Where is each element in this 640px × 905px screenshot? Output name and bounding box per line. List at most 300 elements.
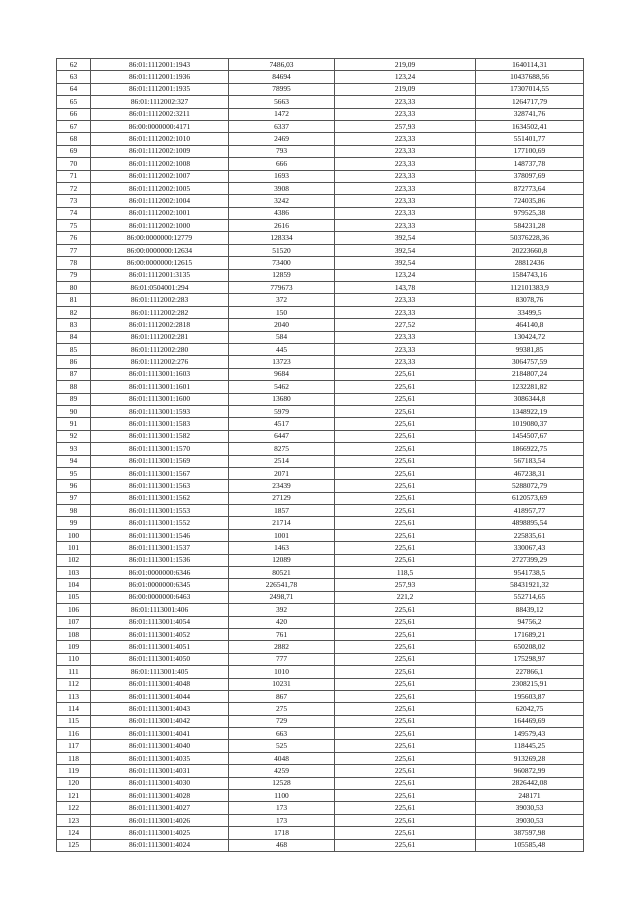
area-cell: 372 [229,294,335,306]
row-number-cell: 112 [57,678,91,690]
row-number-cell: 67 [57,120,91,132]
rate-cell: 223,33 [335,145,476,157]
area-cell: 275 [229,703,335,715]
value-cell: 387597,98 [476,827,584,839]
rate-cell: 223,33 [335,306,476,318]
value-cell: 551401,77 [476,133,584,145]
rate-cell: 219,09 [335,59,476,71]
area-cell: 6447 [229,430,335,442]
cadastral-number-cell: 86:00:0000000:4171 [91,120,229,132]
rate-cell: 223,33 [335,294,476,306]
row-number-cell: 84 [57,331,91,343]
area-cell: 1100 [229,790,335,802]
value-cell: 2184807,24 [476,368,584,380]
cadastral-number-cell: 86:01:1113001:1593 [91,405,229,417]
cadastral-number-cell: 86:01:1112001:1936 [91,71,229,83]
rate-cell: 225,61 [335,839,476,851]
table-row [57,306,584,318]
row-number-cell: 102 [57,554,91,566]
rate-cell: 225,61 [335,443,476,455]
table-row [57,591,584,603]
table-row [57,343,584,355]
row-number-cell: 115 [57,715,91,727]
row-number-cell: 79 [57,269,91,281]
value-cell: 6120573,69 [476,492,584,504]
rate-cell: 223,33 [335,170,476,182]
row-number-cell: 77 [57,244,91,256]
table-row [57,467,584,479]
cadastral-number-cell: 86:01:1113001:1583 [91,418,229,430]
table-row [57,728,584,740]
area-cell: 2469 [229,133,335,145]
value-cell: 584231,28 [476,220,584,232]
area-cell: 468 [229,839,335,851]
rate-cell: 223,33 [335,108,476,120]
row-number-cell: 101 [57,542,91,554]
value-cell: 225835,61 [476,529,584,541]
cadastral-number-cell: 86:01:1113001:4035 [91,752,229,764]
area-cell: 4048 [229,752,335,764]
area-cell: 84694 [229,71,335,83]
value-cell: 105585,48 [476,839,584,851]
value-cell: 39030,53 [476,802,584,814]
row-number-cell: 66 [57,108,91,120]
row-number-cell: 68 [57,133,91,145]
row-number-cell: 118 [57,752,91,764]
value-cell: 1348922,19 [476,405,584,417]
row-number-cell: 116 [57,728,91,740]
table-row [57,368,584,380]
value-cell: 2826442,08 [476,777,584,789]
rate-cell: 223,33 [335,182,476,194]
area-cell: 150 [229,306,335,318]
value-cell: 175298,97 [476,653,584,665]
rate-cell: 225,61 [335,381,476,393]
area-cell: 4259 [229,765,335,777]
table-row [57,715,584,727]
area-cell: 21714 [229,517,335,529]
rate-cell: 223,33 [335,220,476,232]
area-cell: 4386 [229,207,335,219]
area-cell: 173 [229,814,335,826]
value-cell: 328741,76 [476,108,584,120]
row-number-cell: 114 [57,703,91,715]
area-cell: 584 [229,331,335,343]
row-number-cell: 86 [57,356,91,368]
cadastral-number-cell: 86:01:1113001:4031 [91,765,229,777]
table-row [57,282,584,294]
area-cell: 3908 [229,182,335,194]
row-number-cell: 98 [57,505,91,517]
table-row [57,96,584,108]
row-number-cell: 105 [57,591,91,603]
table-row [57,839,584,851]
value-cell: 1584743,16 [476,269,584,281]
table-row [57,443,584,455]
value-cell: 149579,43 [476,728,584,740]
row-number-cell: 107 [57,616,91,628]
cadastral-number-cell: 86:01:1113001:1536 [91,554,229,566]
table-row [57,505,584,517]
cadastral-number-cell: 86:01:1112002:276 [91,356,229,368]
cadastral-number-cell: 86:01:1113001:406 [91,604,229,616]
value-cell: 33499,5 [476,306,584,318]
value-cell: 913269,28 [476,752,584,764]
row-number-cell: 87 [57,368,91,380]
cadastral-number-cell: 86:01:1113001:1582 [91,430,229,442]
rate-cell: 225,61 [335,628,476,640]
row-number-cell: 71 [57,170,91,182]
row-number-cell: 117 [57,740,91,752]
area-cell: 1693 [229,170,335,182]
cadastral-number-cell: 86:01:1112002:1001 [91,207,229,219]
row-number-cell: 109 [57,641,91,653]
row-number-cell: 62 [57,59,91,71]
area-cell: 10231 [229,678,335,690]
area-cell: 7486,03 [229,59,335,71]
rate-cell: 225,61 [335,752,476,764]
rate-cell: 225,61 [335,765,476,777]
row-number-cell: 125 [57,839,91,851]
rate-cell: 225,61 [335,653,476,665]
area-cell: 1001 [229,529,335,541]
table-row [57,616,584,628]
area-cell: 777 [229,653,335,665]
cadastral-number-cell: 86:01:1113001:1570 [91,443,229,455]
table-row [57,480,584,492]
cadastral-number-cell: 86:01:1113001:4050 [91,653,229,665]
rate-cell: 225,61 [335,542,476,554]
row-number-cell: 81 [57,294,91,306]
cadastral-number-cell: 86:01:0000000:6345 [91,579,229,591]
cadastral-number-cell: 86:01:1113001:1562 [91,492,229,504]
value-cell: 5288072,79 [476,480,584,492]
cadastral-number-cell: 86:01:1112002:281 [91,331,229,343]
table-row [57,405,584,417]
area-cell: 13723 [229,356,335,368]
rate-cell: 225,61 [335,814,476,826]
value-cell: 62042,75 [476,703,584,715]
cadastral-number-cell: 86:01:1112001:3135 [91,269,229,281]
cadastral-number-cell: 86:01:1113001:4043 [91,703,229,715]
rate-cell: 223,33 [335,343,476,355]
area-cell: 5663 [229,96,335,108]
rate-cell: 225,61 [335,455,476,467]
cadastral-number-cell: 86:01:1113001:1569 [91,455,229,467]
row-number-cell: 65 [57,96,91,108]
cadastral-number-cell: 86:01:1112002:1000 [91,220,229,232]
table-row [57,827,584,839]
table-row [57,158,584,170]
area-cell: 663 [229,728,335,740]
rate-cell: 223,33 [335,133,476,145]
row-number-cell: 124 [57,827,91,839]
table-row [57,579,584,591]
row-number-cell: 110 [57,653,91,665]
value-cell: 1019080,37 [476,418,584,430]
cadastral-number-cell: 86:01:1113001:1546 [91,529,229,541]
value-cell: 171689,21 [476,628,584,640]
area-cell: 5979 [229,405,335,417]
value-cell: 4898895,54 [476,517,584,529]
rate-cell: 225,61 [335,666,476,678]
table-row [57,294,584,306]
cadastral-number-cell: 86:01:1112002:1004 [91,195,229,207]
value-cell: 467238,31 [476,467,584,479]
table-row [57,83,584,95]
area-cell: 2071 [229,467,335,479]
value-cell: 3086344,8 [476,393,584,405]
land-plot-table [56,58,584,852]
area-cell: 793 [229,145,335,157]
rate-cell: 392,54 [335,244,476,256]
table-row [57,777,584,789]
value-cell: 227866,1 [476,666,584,678]
value-cell: 872773,64 [476,182,584,194]
row-number-cell: 70 [57,158,91,170]
table-row [57,567,584,579]
value-cell: 1634502,41 [476,120,584,132]
area-cell: 9684 [229,368,335,380]
table-row [57,517,584,529]
rate-cell: 123,24 [335,71,476,83]
area-cell: 173 [229,802,335,814]
cadastral-number-cell: 86:01:1113001:1563 [91,480,229,492]
value-cell: 330067,43 [476,542,584,554]
value-cell: 9541738,5 [476,567,584,579]
value-cell: 94756,2 [476,616,584,628]
value-cell: 1454507,67 [476,430,584,442]
value-cell: 1640114,31 [476,59,584,71]
cadastral-number-cell: 86:01:1113001:4024 [91,839,229,851]
row-number-cell: 74 [57,207,91,219]
value-cell: 650208,02 [476,641,584,653]
table-row [57,120,584,132]
table-row [57,393,584,405]
cadastral-number-cell: 86:01:1112002:1007 [91,170,229,182]
cadastral-number-cell: 86:01:1112002:3211 [91,108,229,120]
row-number-cell: 119 [57,765,91,777]
value-cell: 567183,54 [476,455,584,467]
table-row [57,604,584,616]
area-cell: 27129 [229,492,335,504]
rate-cell: 225,61 [335,480,476,492]
area-cell: 1463 [229,542,335,554]
value-cell: 112101383,9 [476,282,584,294]
table-row [57,319,584,331]
area-cell: 1010 [229,666,335,678]
value-cell: 1866922,75 [476,443,584,455]
row-number-cell: 111 [57,666,91,678]
row-number-cell: 92 [57,430,91,442]
value-cell: 195603,87 [476,690,584,702]
rate-cell: 221,2 [335,591,476,603]
row-number-cell: 97 [57,492,91,504]
rate-cell: 225,61 [335,405,476,417]
cadastral-number-cell: 86:01:1112002:280 [91,343,229,355]
table-row [57,244,584,256]
table-row [57,554,584,566]
table-row [57,666,584,678]
value-cell: 418957,77 [476,505,584,517]
rate-cell: 225,61 [335,492,476,504]
rate-cell: 225,61 [335,430,476,442]
document-page [56,58,583,852]
area-cell: 13680 [229,393,335,405]
rate-cell: 227,52 [335,319,476,331]
table-row [57,257,584,269]
table-row [57,703,584,715]
rate-cell: 223,33 [335,195,476,207]
cadastral-number-cell: 86:01:1113001:4044 [91,690,229,702]
table-row [57,690,584,702]
cadastral-number-cell: 86:01:1113001:4048 [91,678,229,690]
cadastral-number-cell: 86:01:1112002:1010 [91,133,229,145]
table-row [57,430,584,442]
row-number-cell: 95 [57,467,91,479]
cadastral-number-cell: 86:01:1113001:4025 [91,827,229,839]
table-row [57,529,584,541]
cadastral-number-cell: 86:01:1112002:283 [91,294,229,306]
area-cell: 5462 [229,381,335,393]
cadastral-number-cell: 86:00:0000000:12634 [91,244,229,256]
table-row [57,269,584,281]
row-number-cell: 78 [57,257,91,269]
table-row [57,71,584,83]
area-cell: 78995 [229,83,335,95]
cadastral-number-cell: 86:01:1113001:1537 [91,542,229,554]
row-number-cell: 106 [57,604,91,616]
row-number-cell: 93 [57,443,91,455]
table-row [57,381,584,393]
cadastral-number-cell: 86:01:1112001:1943 [91,59,229,71]
rate-cell: 225,61 [335,740,476,752]
rate-cell: 143,78 [335,282,476,294]
cadastral-number-cell: 86:01:1112002:327 [91,96,229,108]
row-number-cell: 91 [57,418,91,430]
table-row [57,765,584,777]
table-row [57,195,584,207]
area-cell: 2882 [229,641,335,653]
cadastral-number-cell: 86:01:1113001:4054 [91,616,229,628]
table-row [57,653,584,665]
rate-cell: 118,5 [335,567,476,579]
area-cell: 4517 [229,418,335,430]
row-number-cell: 123 [57,814,91,826]
rate-cell: 225,61 [335,505,476,517]
rate-cell: 223,33 [335,96,476,108]
rate-cell: 219,09 [335,83,476,95]
table-row [57,641,584,653]
table-row [57,331,584,343]
value-cell: 39030,53 [476,814,584,826]
row-number-cell: 99 [57,517,91,529]
row-number-cell: 113 [57,690,91,702]
area-cell: 392 [229,604,335,616]
row-number-cell: 82 [57,306,91,318]
rate-cell: 225,61 [335,728,476,740]
cadastral-number-cell: 86:01:1112001:1935 [91,83,229,95]
area-cell: 226541,78 [229,579,335,591]
cadastral-number-cell: 86:01:1113001:1600 [91,393,229,405]
cadastral-number-cell: 86:01:1113001:4052 [91,628,229,640]
area-cell: 1857 [229,505,335,517]
value-cell: 83078,76 [476,294,584,306]
value-cell: 724035,86 [476,195,584,207]
table-row [57,678,584,690]
cadastral-number-cell: 86:01:1113001:1601 [91,381,229,393]
cadastral-number-cell: 86:01:1112002:2818 [91,319,229,331]
cadastral-number-cell: 86:01:1113001:1603 [91,368,229,380]
cadastral-number-cell: 86:01:1113001:4026 [91,814,229,826]
row-number-cell: 90 [57,405,91,417]
table-row [57,740,584,752]
cadastral-number-cell: 86:01:1112002:1005 [91,182,229,194]
row-number-cell: 85 [57,343,91,355]
area-cell: 12528 [229,777,335,789]
cadastral-number-cell: 86:01:1113001:4028 [91,790,229,802]
row-number-cell: 104 [57,579,91,591]
cadastral-number-cell: 86:00:0000000:12779 [91,232,229,244]
area-cell: 12859 [229,269,335,281]
area-cell: 779673 [229,282,335,294]
row-number-cell: 89 [57,393,91,405]
cadastral-number-cell: 86:01:1113001:4040 [91,740,229,752]
value-cell: 960872,99 [476,765,584,777]
cadastral-number-cell: 86:01:1113001:405 [91,666,229,678]
value-cell: 130424,72 [476,331,584,343]
value-cell: 17307014,55 [476,83,584,95]
rate-cell: 123,24 [335,269,476,281]
value-cell: 88439,12 [476,604,584,616]
row-number-cell: 94 [57,455,91,467]
area-cell: 51520 [229,244,335,256]
value-cell: 979525,38 [476,207,584,219]
value-cell: 2308215,91 [476,678,584,690]
rate-cell: 223,33 [335,356,476,368]
row-number-cell: 69 [57,145,91,157]
table-row [57,145,584,157]
area-cell: 2040 [229,319,335,331]
rate-cell: 392,54 [335,232,476,244]
cadastral-number-cell: 86:01:1113001:4027 [91,802,229,814]
area-cell: 2616 [229,220,335,232]
rate-cell: 225,61 [335,368,476,380]
row-number-cell: 100 [57,529,91,541]
table-row [57,492,584,504]
cadastral-number-cell: 86:01:0504001:294 [91,282,229,294]
rate-cell: 223,33 [335,158,476,170]
area-cell: 1472 [229,108,335,120]
value-cell: 148737,78 [476,158,584,170]
rate-cell: 225,61 [335,802,476,814]
cadastral-number-cell: 86:01:0000000:6346 [91,567,229,579]
row-number-cell: 73 [57,195,91,207]
area-cell: 2498,71 [229,591,335,603]
value-cell: 1232281,82 [476,381,584,393]
table-row [57,418,584,430]
table-row [57,108,584,120]
value-cell: 464140,8 [476,319,584,331]
area-cell: 867 [229,690,335,702]
table-body [57,59,584,852]
area-cell: 6337 [229,120,335,132]
row-number-cell: 122 [57,802,91,814]
value-cell: 177100,69 [476,145,584,157]
table-row [57,542,584,554]
row-number-cell: 108 [57,628,91,640]
value-cell: 50376228,36 [476,232,584,244]
